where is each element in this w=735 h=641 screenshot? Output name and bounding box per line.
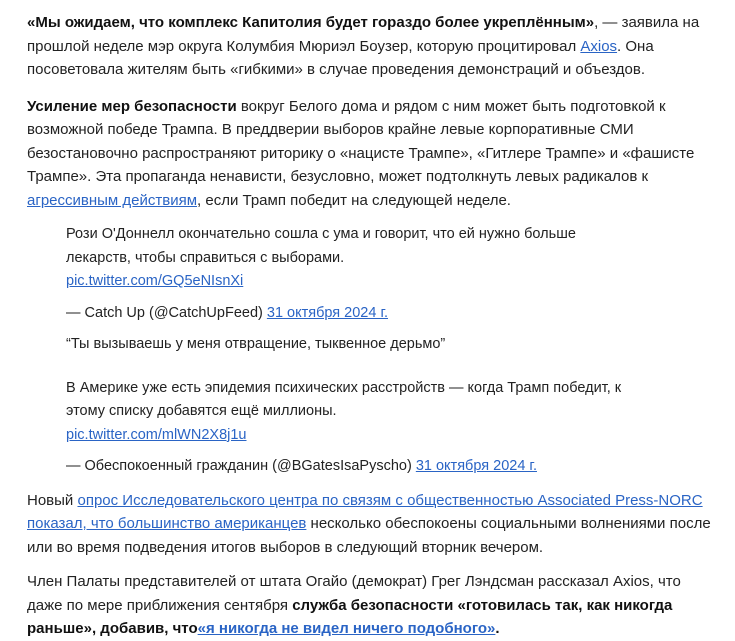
paragraph-poll: [27, 489, 717, 560]
embedded-tweet-catchup: [66, 223, 626, 325]
paragraph-bowser: [27, 11, 717, 82]
axios-link[interactable]: Axios: [580, 37, 618, 55]
never-seen-link[interactable]: «я никогда не видел ничего подобного»: [197, 620, 496, 637]
tweet-attribution: [66, 302, 626, 326]
paragraph-text: вокруг Белого дома и рядом с ним может быть подготовкой к возможной победе Трампа. В преддверии выборов крайне левые корпоративные СМИ безостановочно распространяют риторику о «нацисте Трампе», «Гитлере Трампе» и «фашисте Трампе». Эта пропаганда ненависти, безусловно, может подтолкнуть левых радикалов к: [27, 97, 695, 185]
tweet-date-link[interactable]: 31 октября 2024 г.: [266, 304, 389, 321]
bold-text: служба безопасности «готовилась так, как никогда раньше», добавив, что: [27, 596, 673, 637]
tweet-attribution: [66, 455, 626, 479]
bold-period: .: [495, 620, 500, 637]
tweet-text: Рози О'Доннелл окончательно сошла с ума и говорит, что ей нужно больше лекарств, чтобы справиться с выборами.: [66, 226, 576, 266]
bold-quote: «Мы ожидаем, что комплекс Капитолия будет гораздо более укреплённым»: [27, 14, 595, 31]
tweet-pic-link[interactable]: pic.twitter.com/GQ5eNIsnXi: [66, 273, 244, 289]
paragraph-text: Член Палаты представителей от штата Огайо (демократ) Грег Лэндсман рассказал Axios, что даже по мере приближения сентября: [27, 573, 681, 614]
paragraph-text: , — заявила на прошлой неделе мэр округа Колумбия Мюриэл Боузер, которую процитировал: [27, 14, 700, 55]
poll-link[interactable]: опрос Исследовательского центра по связям с общественностью Associated Press-NORC показал, что большинство американцев: [27, 491, 703, 532]
tweet-author: — Обеспокоенный гражданин (@BGatesIsaPyscho): [66, 458, 416, 474]
tweet-text-line2: В Америке уже есть эпидемия психических расстройств — когда Трамп победит, к этому списку добавятся ещё миллионы.: [66, 379, 622, 419]
aggressive-actions-link[interactable]: агрессивным действиям: [27, 191, 198, 209]
tweet-date-link[interactable]: 31 октября 2024 г.: [415, 458, 537, 474]
paragraph-security: [27, 95, 717, 213]
article-body: [27, 11, 717, 641]
tweet-author: — Catch Up (@CatchUpFeed): [66, 304, 267, 321]
paragraph-text: Новый: [27, 491, 78, 509]
paragraph-text: , если Трамп победит на следующей неделе.: [197, 191, 511, 209]
bold-lead: Усиление мер безопасности: [27, 97, 237, 115]
embedded-tweet-bgates: [66, 333, 626, 479]
tweet-text-line1: “Ты вызываешь у меня отвращение, тыквенное дерьмо”: [66, 336, 446, 352]
paragraph-text: . Она посоветовала жителям быть «гибкими» в случае проведения демонстраций и объездов.: [27, 37, 654, 78]
paragraph-text: несколько обеспокоены социальными волнениями после или во время подведения итогов выборов в следующий вторник вечером.: [27, 515, 711, 556]
paragraph-landsman: [27, 570, 717, 641]
tweet-pic-link[interactable]: pic.twitter.com/mlWN2X8j1u: [66, 426, 247, 443]
